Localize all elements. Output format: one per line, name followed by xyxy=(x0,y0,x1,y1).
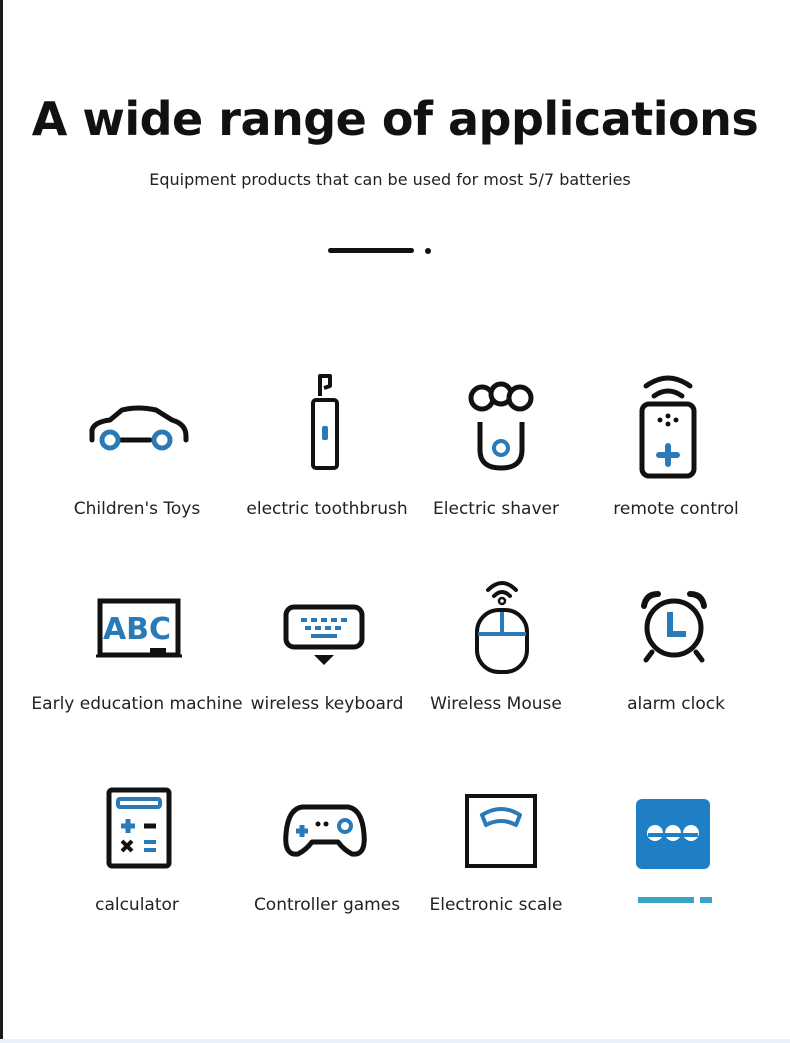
item-label: Early education machine xyxy=(31,694,243,714)
item-label: Electronic scale xyxy=(429,895,563,915)
item-label: alarm clock xyxy=(627,694,725,714)
mouse-icon xyxy=(474,574,530,674)
bottom-border xyxy=(0,1039,790,1043)
keyboard-icon xyxy=(283,604,365,668)
page-title: A wide range of applications xyxy=(31,92,759,146)
gamepad-icon xyxy=(284,802,366,858)
calculator-icon xyxy=(106,787,172,869)
item-label: wireless keyboard xyxy=(250,694,404,714)
alarm-clock-icon xyxy=(638,590,710,662)
item-label: Wireless Mouse xyxy=(430,694,562,714)
item-label: remote control xyxy=(613,499,739,519)
item-label: Controller games xyxy=(253,895,401,915)
item-label: calculator xyxy=(95,895,179,915)
remote-control-icon xyxy=(638,370,698,478)
scale-icon xyxy=(464,793,538,869)
item-label: Electric shaver xyxy=(433,499,559,519)
divider-bar xyxy=(328,248,414,253)
toy-car-icon xyxy=(86,404,190,456)
page-subtitle: Equipment products that can be used for most 5/7 batteries xyxy=(149,170,631,189)
abc-board-icon xyxy=(96,598,182,660)
item-label: electric toothbrush xyxy=(246,499,408,519)
toothbrush-icon xyxy=(308,372,342,472)
divider-dot xyxy=(425,248,431,254)
item-label: Children's Toys xyxy=(73,499,201,519)
left-border xyxy=(0,0,3,1043)
more-dots-icon xyxy=(634,797,712,909)
svg-text:ABC: ABC xyxy=(102,612,172,647)
shaver-icon xyxy=(468,382,534,472)
